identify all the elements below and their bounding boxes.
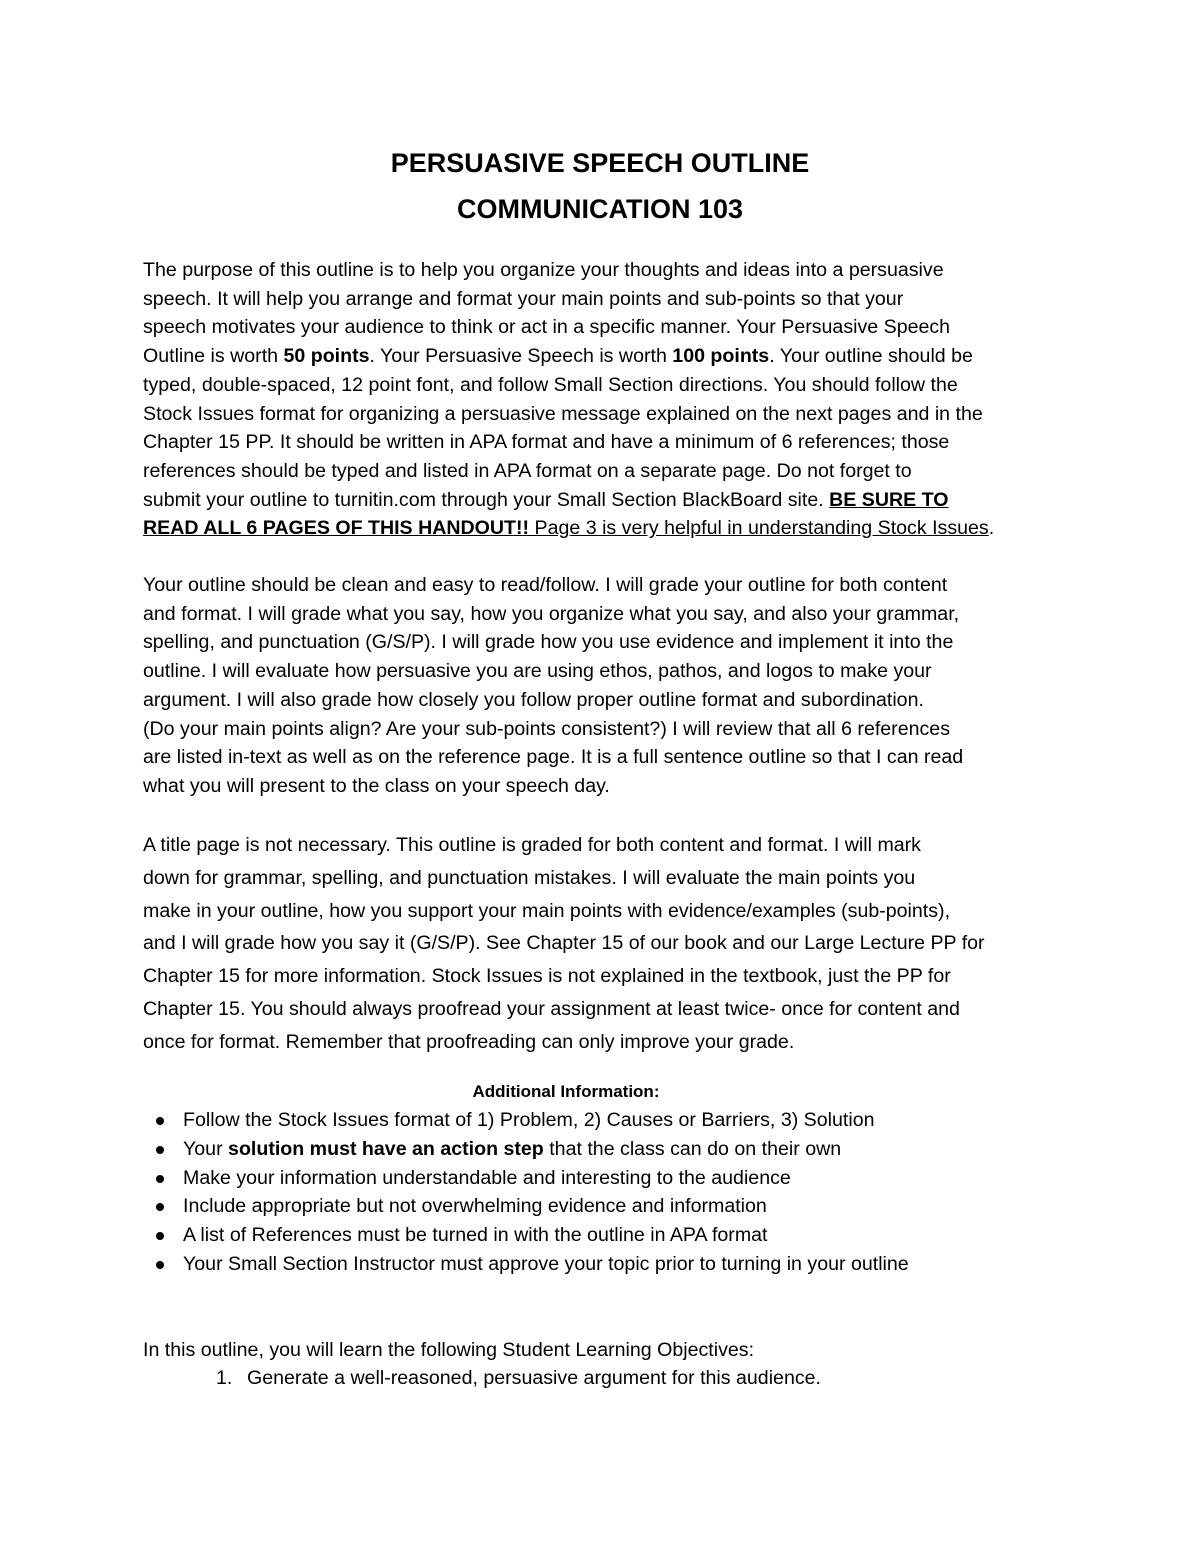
bullet-icon (156, 1232, 164, 1240)
bullet-icon (156, 1203, 164, 1211)
speech-points-value: 100 points (672, 345, 770, 368)
paragraph-line: down for grammar, spelling, and punctuation mistakes. I will evaluate the main points you (143, 866, 916, 889)
additional-info-list (143, 1106, 1063, 1279)
paragraph-line: Chapter 15 PP. It should be written in APA format and have a minimum of 6 references; those (143, 431, 950, 454)
paragraph-line (143, 486, 1059, 515)
grading-paragraph (143, 571, 1059, 801)
list-item (143, 1192, 1063, 1221)
outline-points-value: 50 points (283, 345, 370, 368)
emphasis-warning: READ ALL 6 PAGES OF THIS HANDOUT!! (143, 517, 530, 540)
paragraph-line: once for format. Remember that proofreading can only improve your grade. (143, 1030, 795, 1053)
list-item (143, 1106, 1063, 1135)
format-paragraph (143, 829, 1059, 1059)
text-run: submit your outline to turnitin.com through your Small Section BlackBoard site. (143, 488, 830, 511)
objectives-list (143, 1364, 821, 1392)
paragraph-line: speech. It will help you arrange and format your main points and sub-points so that your (143, 287, 904, 310)
text-run: . Your Persuasive Speech is worth (369, 345, 673, 368)
paragraph-line: and format. I will grade what you say, how you organize what you say, and also your grammar, (143, 602, 960, 625)
bullet-icon (156, 1146, 164, 1154)
paragraph-line (143, 342, 1059, 371)
document-title: PERSUASIVE SPEECH OUTLINE (390, 148, 810, 178)
paragraph-line: what you will present to the class on your speech day. (143, 774, 610, 797)
paragraph-line: typed, double-spaced, 12 point font, and follow Small Section directions. You should follow the (143, 373, 958, 396)
list-item (143, 1250, 1063, 1279)
intro-paragraph (143, 256, 1059, 543)
paragraph-line: make in your outline, how you support your main points with evidence/examples (sub-points), (143, 899, 951, 922)
list-item-text: Follow the Stock Issues format of 1) Problem, 2) Causes or Barriers, 3) Solution (183, 1109, 875, 1131)
paragraph-line: argument. I will also grade how closely you follow proper outline format and subordination. (143, 688, 924, 711)
list-item-text: Make your information understandable and interesting to the audience (183, 1166, 791, 1189)
bullet-icon (156, 1261, 164, 1269)
bullet-icon (156, 1117, 164, 1125)
document-subtitle: COMMUNICATION 103 (456, 194, 744, 224)
paragraph-line: outline. I will evaluate how persuasive you are using ethos, pathos, and logos to make your (143, 660, 932, 683)
list-item (143, 1221, 1063, 1250)
list-item-text: Generate a well-reasoned, persuasive argument for this audience. (247, 1367, 821, 1389)
list-item-text: Include appropriate but not overwhelming evidence and information (183, 1195, 767, 1218)
list-item-text: that the class can do on their own (543, 1137, 842, 1160)
document-page (143, 0, 1063, 1553)
paragraph-line: are listed in-text as well as on the reference page. It is a full sentence outline so that I can read (143, 746, 964, 769)
underlined-note: Page 3 is very helpful in understanding Stock Issues (529, 517, 989, 540)
paragraph-line: Stock Issues format for organizing a persuasive message explained on the next pages and in the (143, 402, 983, 425)
list-item-text: Your (183, 1137, 229, 1160)
list-item (143, 1164, 1063, 1193)
action-step-emphasis: solution must have an action step (228, 1137, 544, 1160)
paragraph-line: Your outline should be clean and easy to read/follow. I will grade your outline for both content (143, 574, 948, 596)
additional-info-heading: Additional Information: (472, 1082, 660, 1101)
text-run: . (988, 517, 995, 540)
paragraph-line: speech motivates your audience to think or act in a specific manner. Your Persuasive Speech (143, 316, 951, 339)
paragraph-line: spelling, and punctuation (G/S/P). I will grade how you use evidence and implement it into the (143, 631, 954, 654)
paragraph-line: A title page is not necessary. This outline is graded for both content and format. I will mark (143, 834, 921, 856)
list-item-text: Your Small Section Instructor must approve your topic prior to turning in your outline (183, 1252, 909, 1275)
paragraph-line: and I will grade how you say it (G/S/P). See Chapter 15 of our book and our Large Lecture PP for (143, 932, 985, 955)
objectives-intro: In this outline, you will learn the following Student Learning Objectives: (143, 1339, 755, 1361)
emphasis-warning: BE SURE TO (829, 488, 949, 511)
text-run: . Your outline should be (769, 345, 973, 368)
bullet-icon (156, 1175, 164, 1183)
list-item-number: 1. (216, 1367, 233, 1389)
text-run: Outline is worth (143, 345, 284, 368)
list-item (143, 1135, 1063, 1164)
paragraph-line (143, 514, 1059, 543)
paragraph-line: The purpose of this outline is to help you organize your thoughts and ideas into a persuasive (143, 259, 944, 281)
list-item (143, 1364, 821, 1392)
paragraph-line: Chapter 15. You should always proofread your assignment at least twice- once for content and (143, 997, 960, 1020)
list-item-text: A list of References must be turned in with the outline in APA format (183, 1224, 768, 1247)
paragraph-line: Chapter 15 for more information. Stock Issues is not explained in the textbook, just the PP for (143, 965, 951, 988)
paragraph-line: references should be typed and listed in APA format on a separate page. Do not forget to (143, 459, 912, 482)
paragraph-line: (Do your main points align? Are your sub-points consistent?) I will review that all 6 references (143, 717, 950, 740)
